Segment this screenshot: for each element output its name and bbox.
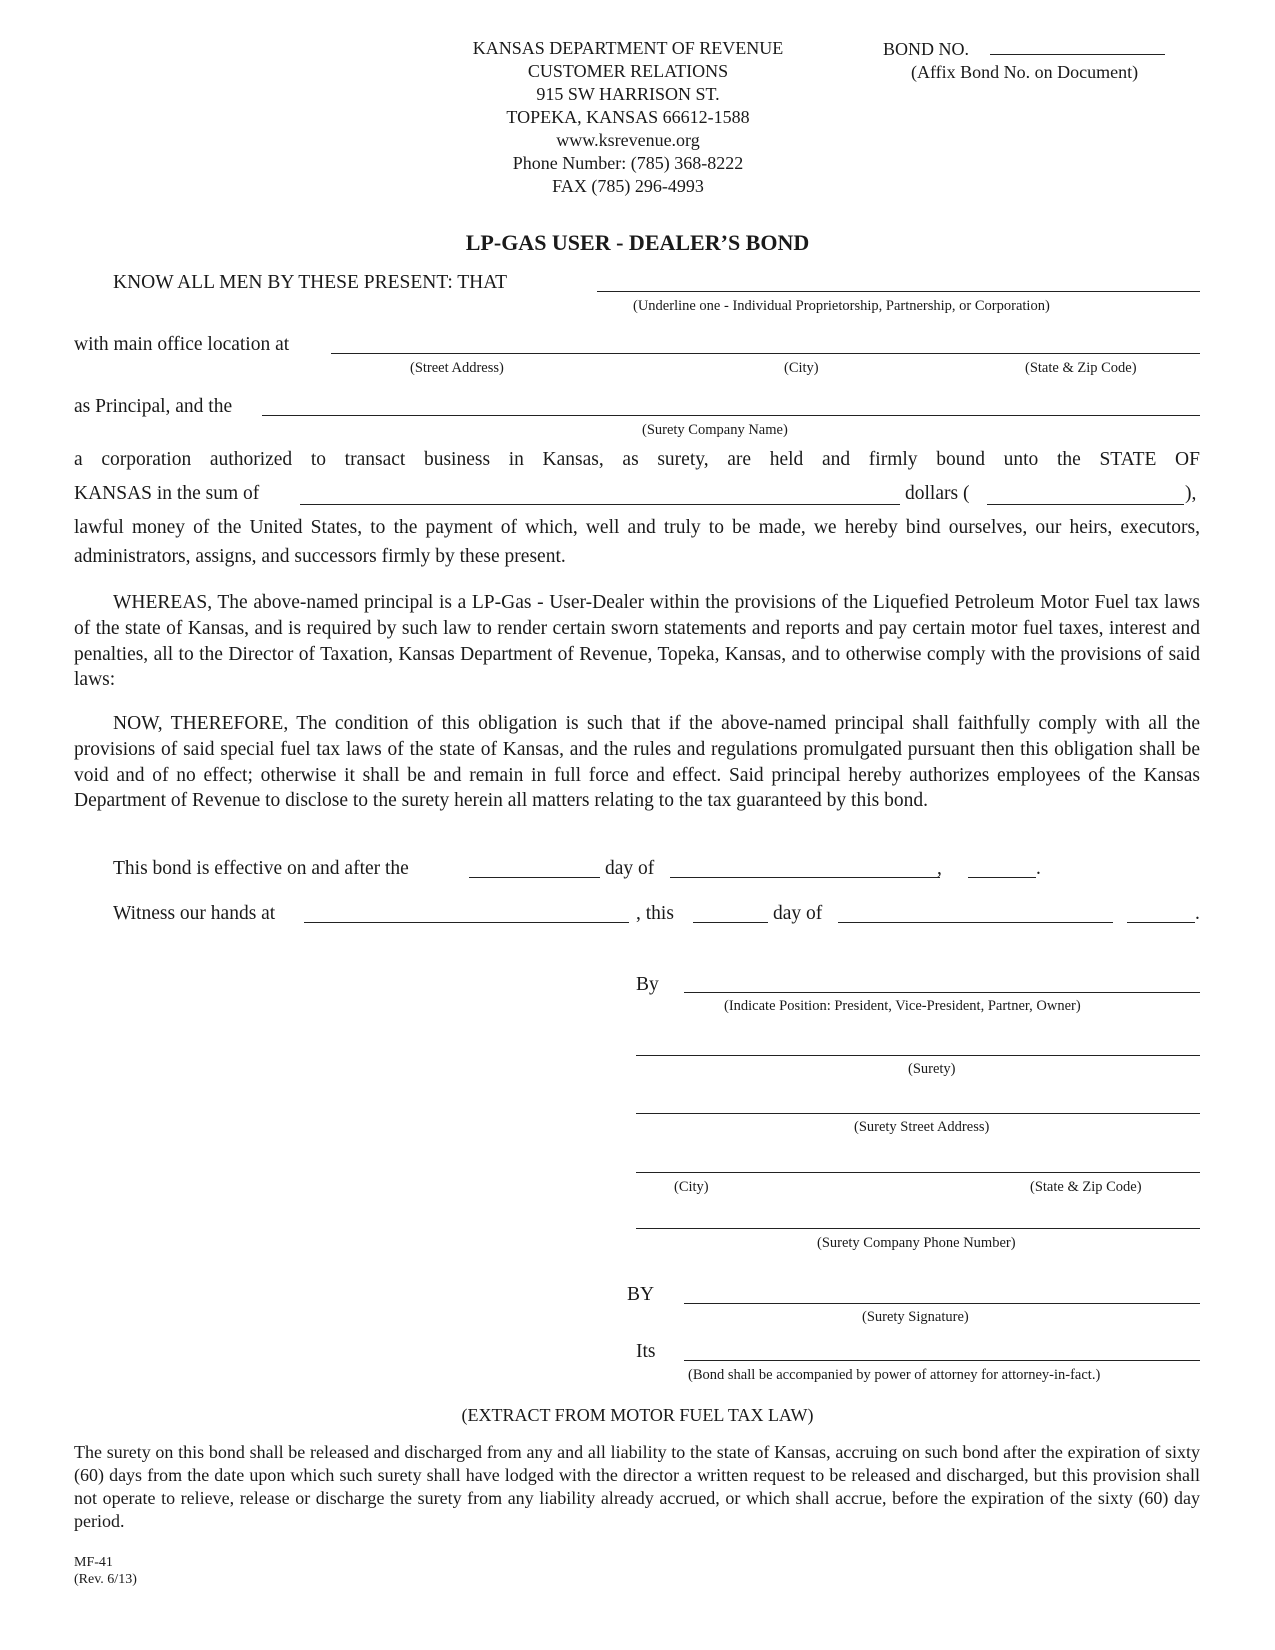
principal-label: as Principal, and the xyxy=(74,396,233,417)
form-id: MF-41 xyxy=(74,1555,113,1570)
now-therefore-paragraph: NOW, THEREFORE, The condition of this obligation is such that if the above-named principal shall faithfully comply with all the provisions of said special fuel tax laws of the state of Kansas, and the rules and regulations promulgated pursuant then this obligation shall be void and of no effect; otherwise it shall be and remain in full force and effect. Said principal hereby authorizes employees of the Kansas Department of Revenue to disclose to the surety herein all matters relating to the tax guaranteed by this bond. xyxy=(74,713,1200,812)
office-label: with main office location at xyxy=(74,334,290,355)
its-label: Its xyxy=(636,1341,656,1362)
effective-month-field[interactable] xyxy=(670,877,940,878)
extract-heading: (EXTRACT FROM MOTOR FUEL TAX LAW) xyxy=(461,1405,814,1425)
surety-street-caption: (Surety Street Address) xyxy=(854,1119,990,1135)
principal-signature-field[interactable] xyxy=(684,992,1200,993)
witness-this: , this xyxy=(636,903,674,924)
surety-city-caption: (City) xyxy=(674,1179,709,1195)
whereas-paragraph: WHEREAS, The above-named principal is a LP-Gas - User-Dealer within the provisions of the Liquefied Petroleum Motor Fuel tax laws of the state of Kansas, and is required by such law to render certain sworn statements and reports and pay certain motor fuel taxes, interest and penalties, all to the Director of Taxation, Kansas Department of Revenue, Topeka, Kansas, and to otherwise comply with the provisions of said laws: xyxy=(74,592,1200,691)
surety-title-field[interactable] xyxy=(684,1360,1200,1361)
corporation-line: a corporation authorized to transact business in Kansas, as surety, are held and firmly bound unto the STATE OF xyxy=(74,449,1200,470)
dollars-close: ), xyxy=(1185,483,1197,504)
surety-field[interactable] xyxy=(636,1055,1200,1056)
bond-no-field[interactable] xyxy=(990,54,1165,55)
effective-comma: , xyxy=(937,858,942,879)
surety-phone-field[interactable] xyxy=(636,1228,1200,1229)
surety-signature-field[interactable] xyxy=(684,1303,1200,1304)
witness-label: Witness our hands at xyxy=(113,903,276,924)
witness-location-field[interactable] xyxy=(304,922,629,923)
poa-caption: (Bond shall be accompanied by power of attorney for attorney-in-fact.) xyxy=(688,1367,1101,1383)
surety-phone-caption: (Surety Company Phone Number) xyxy=(817,1235,1016,1251)
effective-day-field[interactable] xyxy=(469,877,600,878)
surety-street-field[interactable] xyxy=(636,1113,1200,1114)
city-caption: (City) xyxy=(784,360,819,376)
agency-website: www.ksrevenue.org xyxy=(556,130,700,150)
surety-company-field[interactable] xyxy=(262,415,1200,416)
form-revision: (Rev. 6/13) xyxy=(74,1572,137,1587)
agency-division: CUSTOMER RELATIONS xyxy=(527,61,729,81)
agency-city: TOPEKA, KANSAS 66612-1588 xyxy=(506,107,750,127)
sum-amount-field[interactable] xyxy=(987,504,1184,505)
effective-day-of: day of xyxy=(605,858,655,879)
entity-type-caption: (Underline one - Individual Proprietorship, Partnership, or Corporation) xyxy=(633,298,1050,314)
surety-signature-caption: (Surety Signature) xyxy=(862,1309,969,1325)
lawful-money-text: lawful money of the United States, to the payment of which, well and truly to be made, we hereby bind ourselves, our heirs, executors, administrators, assigns, and successors firmly by these present. xyxy=(74,517,1200,567)
bond-no-label: BOND NO. xyxy=(883,39,970,59)
effective-label: This bond is effective on and after the xyxy=(113,858,409,879)
witness-year-field[interactable] xyxy=(1127,922,1195,923)
witness-month-field[interactable] xyxy=(838,922,1113,923)
sum-label: KANSAS in the sum of xyxy=(74,483,260,504)
office-address-field[interactable] xyxy=(331,353,1200,354)
effective-year-field[interactable] xyxy=(968,877,1036,878)
dollars-label: dollars ( xyxy=(905,483,970,504)
by-label: By xyxy=(636,974,659,995)
witness-period: . xyxy=(1195,903,1200,924)
bond-no-note: (Affix Bond No. on Document) xyxy=(911,62,1139,82)
agency-fax: FAX (785) 296-4993 xyxy=(552,176,704,196)
witness-day-field[interactable] xyxy=(693,922,768,923)
agency-header xyxy=(418,37,838,198)
witness-day-of: day of xyxy=(773,903,823,924)
surety-state-zip-caption: (State & Zip Code) xyxy=(1030,1179,1142,1195)
sum-words-field[interactable] xyxy=(300,504,900,505)
extract-text: The surety on this bond shall be released and discharged from any and all liability to the state of Kansas, accruing on such bond after the expiration of sixty (60) days from the date upon which such surety shall have lodged with the director a written request to be released and discharged, but this provision shall not operate to relieve, release or discharge the surety from any liability already accrued, or which shall accrue, before the expiration of the sixty (60) day period. xyxy=(74,1442,1200,1531)
form-title: LP-GAS USER - DEALER’S BOND xyxy=(465,230,810,255)
know-all-label: KNOW ALL MEN BY THESE PRESENT: THAT xyxy=(113,272,508,293)
surety-company-caption: (Surety Company Name) xyxy=(642,422,788,438)
position-caption: (Indicate Position: President, Vice-President, Partner, Owner) xyxy=(724,998,1081,1014)
street-caption: (Street Address) xyxy=(410,360,504,376)
agency-street: 915 SW HARRISON ST. xyxy=(536,84,720,104)
surety-caption: (Surety) xyxy=(908,1061,956,1077)
agency-phone: Phone Number: (785) 368-8222 xyxy=(512,153,744,173)
surety-city-state-field[interactable] xyxy=(636,1172,1200,1173)
agency-name: KANSAS DEPARTMENT OF REVENUE xyxy=(472,38,784,58)
effective-period: . xyxy=(1036,858,1041,879)
by2-label: BY xyxy=(627,1284,655,1305)
state-zip-caption: (State & Zip Code) xyxy=(1025,360,1137,376)
principal-name-field[interactable] xyxy=(597,291,1200,292)
